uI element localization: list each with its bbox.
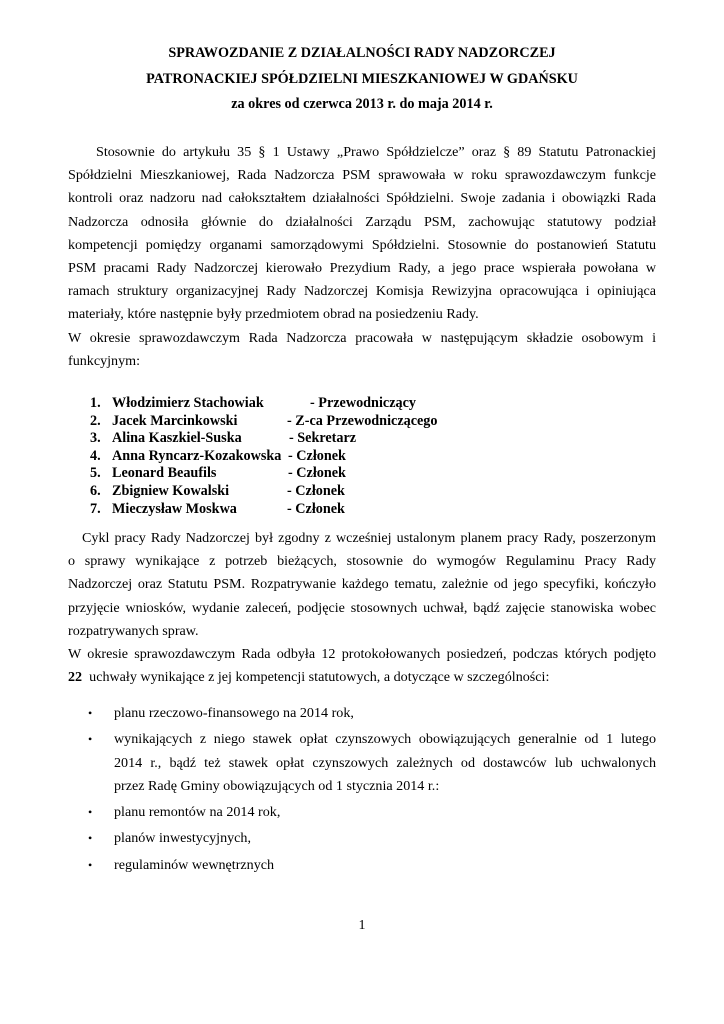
text-line: przez Radę Gminy obowiązujących od 1 stycznia 2014 r.:: [114, 777, 440, 794]
text-line: funkcyjnym:: [68, 352, 141, 369]
text-line: W okresie sprawozdawczym Rada odbyła 12 protokołowanych posiedzeń, podczas których podjęto: [68, 646, 656, 663]
member-number: 5.: [90, 465, 101, 482]
bullet-icon: •: [88, 831, 93, 846]
member-number: 3.: [90, 430, 101, 447]
text-line: planu rzeczowo-finansowego na 2014 rok,: [114, 705, 354, 721]
member-row: [90, 413, 438, 431]
text-line: materiały, które następnie były przedmiotem obrad na posiedzeniu Rady.: [68, 306, 479, 323]
document-header: [0, 41, 724, 118]
member-row: [90, 483, 438, 501]
list-item: [88, 827, 656, 850]
resolutions-topics-list: [88, 702, 656, 880]
bullet-icon: •: [88, 732, 93, 747]
member-name: Anna Ryncarz-Kozakowska: [112, 447, 282, 464]
title-line-1: SPRAWOZDANIE Z DZIAŁALNOŚCI RADY NADZORCZEJ: [168, 45, 556, 61]
resolutions-count: 22: [68, 669, 83, 686]
member-row: [90, 395, 438, 413]
text-fragment: uchwały wynikające z jej kompetencji statutowych, a dotyczące w szczególności:: [89, 669, 550, 686]
bullet-icon: •: [88, 805, 93, 820]
text-line: przyjęcie wniosków, wydanie zaleceń, podjęcie stosownych uchwał, bądź zajęcie stanowiska wobec: [68, 599, 656, 616]
text-line: rozpatrywanych spraw.: [68, 622, 199, 639]
member-role: - Członek: [287, 500, 345, 517]
member-row: [90, 448, 438, 466]
text-line: planu remontów na 2014 rok,: [114, 804, 281, 821]
member-number: 6.: [90, 482, 101, 499]
title-line-3: za okres od czerwca 2013 r. do maja 2014 r.: [231, 96, 493, 112]
text-line: kontroli oraz nadzoru nad całokształtem działalności Spółdzielni. Swoje zadania i obowiązki Rada: [68, 190, 656, 207]
member-name: Zbigniew Kowalski: [112, 482, 230, 499]
member-role: - Sekretarz: [289, 430, 357, 447]
text-line: Cykl pracy Rady Nadzorczej był zgodny z wcześniej ustalonym planem pracy Rady, poszerzonym: [82, 530, 656, 546]
text-line: planów inwestycyjnych,: [114, 830, 251, 847]
text-line: Nadzorczej oraz Statutu PSM. Rozpatrywanie każdego tematu, zależnie od jego specyfiki, kończyło: [68, 576, 656, 593]
member-row: [90, 430, 438, 448]
member-name: Alina Kaszkiel-Suska: [112, 430, 242, 447]
member-row: [90, 465, 438, 483]
text-line: regulaminów wewnętrznych: [114, 856, 275, 873]
bullet-icon: •: [88, 706, 93, 720]
text-line: Nadzorcza odnosiła głównie do działalności Zarządu PSM, zachowując statutowy podział: [68, 213, 656, 230]
member-number: 2.: [90, 412, 101, 429]
list-item: [88, 854, 656, 877]
list-item: [88, 801, 656, 824]
paragraph-intro: [68, 141, 656, 373]
text-line: o sprawy wynikające z potrzeb bieżących, stosownie do wymogów Regulaminu Pracy Rady: [68, 553, 656, 570]
list-item: [88, 728, 656, 798]
member-role: - Z-ca Przewodniczącego: [287, 412, 438, 429]
board-members-list: [90, 395, 438, 518]
text-line: ramach struktury organizacyjnej Rady Nadzorczej Komisja Rewizyjna opracowująca i opiniująca: [68, 283, 656, 300]
text-line: kompetencji pomiędzy organami samorządowymi Spółdzielni. Stosownie do postanowień Statutu: [68, 236, 656, 253]
member-name: Włodzimierz Stachowiak: [112, 395, 264, 411]
page-number: 1: [358, 918, 366, 933]
member-role: - Przewodniczący: [310, 395, 416, 411]
member-role: - Członek: [287, 482, 345, 499]
text-line: W okresie sprawozdawczym Rada Nadzorcza pracowała w następującym składzie osobowym i: [68, 329, 656, 346]
text-line: PSM pracami Rady Nadzorczej kierowało Prezydium Rady, a jego prace wspierała powołana w: [68, 260, 656, 277]
bullet-icon: •: [88, 857, 93, 872]
member-name: Leonard Beaufils: [112, 465, 217, 482]
member-name: Jacek Marcinkowski: [112, 412, 238, 429]
member-number: 1.: [90, 395, 101, 411]
member-row: [90, 501, 438, 519]
title-line-2: PATRONACKIEJ SPÓŁDZIELNI MIESZKANIOWEJ W GDAŃSKU: [146, 70, 578, 87]
member-number: 4.: [90, 447, 101, 464]
member-number: 7.: [90, 500, 101, 517]
text-line: Stosownie do artykułu 35 § 1 Ustawy „Prawo Spółdzielcze” oraz § 89 Statutu Patronackiej: [96, 144, 656, 160]
member-role: - Członek: [288, 465, 346, 482]
member-name: Mieczysław Moskwa: [112, 500, 237, 517]
paragraph-work-cycle: [68, 527, 656, 689]
list-item: [88, 702, 656, 725]
text-line: wynikających z niego stawek opłat czynszowych obowiązujących generalnie od 1 lutego: [114, 731, 656, 748]
member-role: - Członek: [288, 447, 346, 464]
text-line: [68, 666, 656, 689]
text-line: 2014 r., bądź też stawek opłat czynszowych zależnych od dostawców lub uchwalonych: [114, 754, 656, 771]
text-line: Spółdzielni Mieszkaniowej, Rada Nadzorcza PSM sprawowała w roku sprawozdawczym funkcje: [68, 167, 656, 184]
